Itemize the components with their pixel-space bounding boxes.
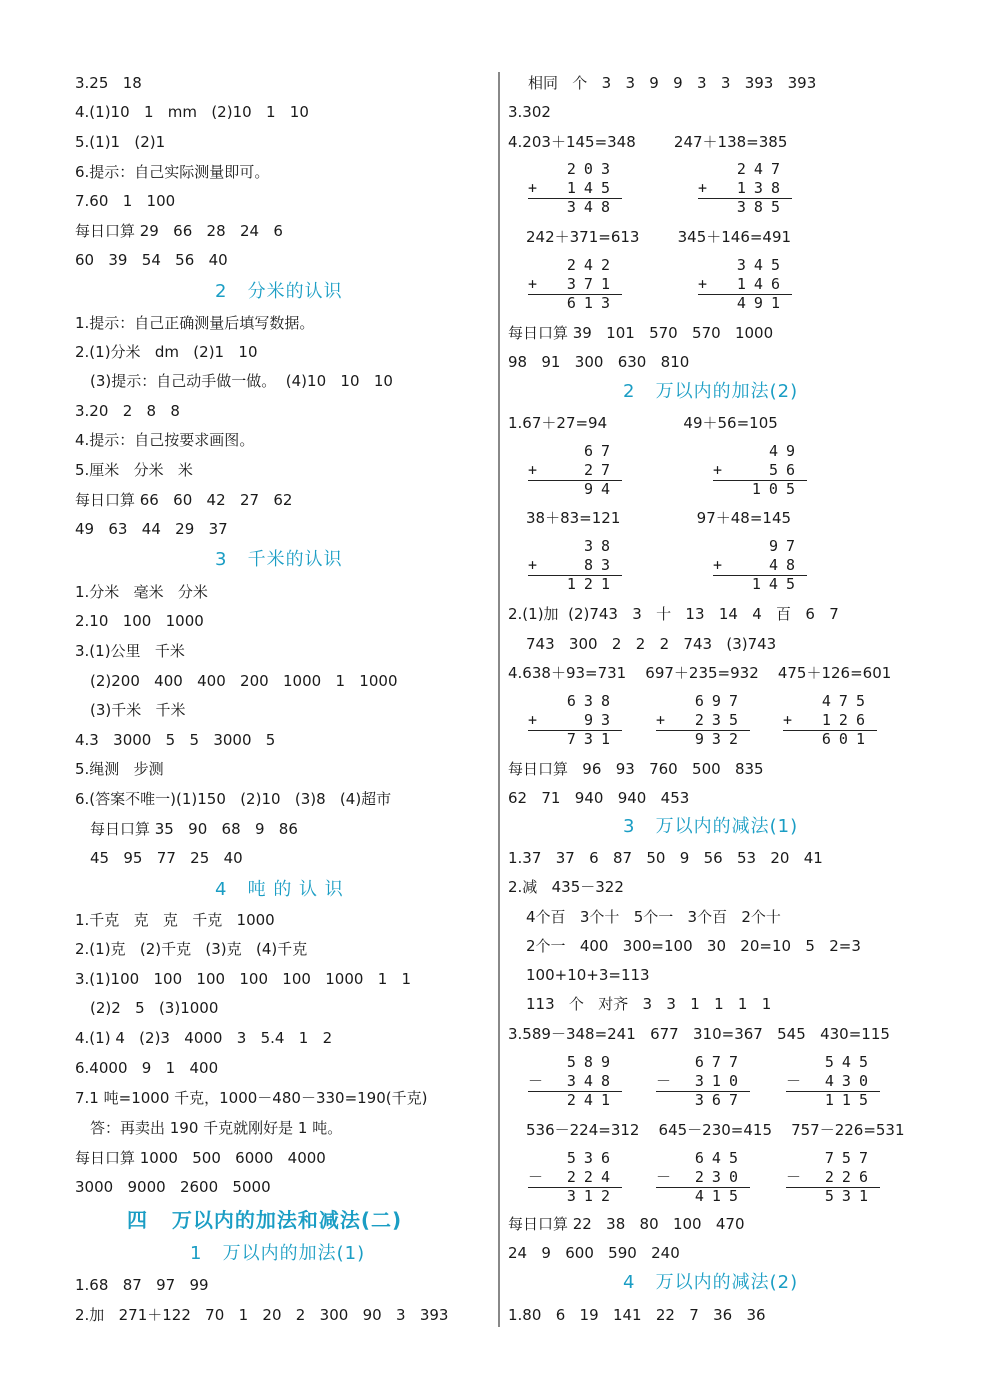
answer-line: 4个百 3个十 5个一 3个百 2个十 <box>526 908 781 926</box>
bottom-operand <box>528 711 618 730</box>
digits: 371 <box>566 275 618 293</box>
digits: 226 <box>824 1168 876 1186</box>
operator-sign: + <box>713 461 723 479</box>
top-operand <box>786 1053 876 1072</box>
answer-line: 38＋83=121 97＋48=145 <box>526 509 792 527</box>
column-divider <box>498 72 500 1327</box>
bottom-operand <box>528 275 618 294</box>
digits: 385 <box>736 198 788 216</box>
digits: 56 <box>768 461 803 479</box>
answer-line: 6.提示：自己实际测量即可。 <box>75 163 270 181</box>
bottom-operand <box>656 1072 746 1091</box>
digits: 93 <box>583 711 618 729</box>
digits: 67 <box>583 442 618 460</box>
digits: 242 <box>566 256 618 274</box>
daily-calc-line: 每日口算 39 101 570 570 1000 <box>508 324 774 342</box>
bottom-operand <box>698 275 788 294</box>
vertical-calculation <box>698 160 788 217</box>
answer-line: 1.68 87 97 99 <box>75 1276 209 1294</box>
digits: 757 <box>824 1149 876 1167</box>
answer-line: 1.37 37 6 87 50 9 56 53 20 41 <box>508 849 823 867</box>
operator-sign: － <box>786 1072 802 1090</box>
top-operand <box>528 256 618 275</box>
top-operand <box>528 692 618 711</box>
answer-line: 6.4000 9 1 400 <box>75 1059 219 1077</box>
digits: 94 <box>583 480 618 498</box>
section-heading: 3 千米的认识 <box>215 549 343 570</box>
bottom-operand <box>656 711 746 730</box>
vertical-calculation <box>528 692 618 749</box>
top-operand <box>698 160 788 179</box>
digits: 536 <box>566 1149 618 1167</box>
vertical-calculation <box>713 442 803 499</box>
answer-line: 4.(1)10 1 mm (2)10 1 10 <box>75 103 309 121</box>
operator-sign: + <box>528 556 538 574</box>
answer-line: 3.25 18 <box>75 74 142 92</box>
result <box>713 480 803 499</box>
answer-line: (3)提示：自己动手做一做。 (4)10 10 10 <box>90 372 393 390</box>
digits: 38 <box>583 537 618 555</box>
top-operand <box>783 692 873 711</box>
digits: 115 <box>824 1091 876 1109</box>
digits: 145 <box>751 575 803 593</box>
digits: 146 <box>736 275 788 293</box>
answer-line: 5.(1)1 (2)1 <box>75 133 166 151</box>
answer-line: 1.67＋27=94 49＋56=105 <box>508 414 778 432</box>
answer-line: 4.638＋93=731 697＋235=932 475＋126=601 <box>508 664 892 682</box>
answer-line: 113 个 对齐 3 3 1 1 1 1 <box>526 995 772 1013</box>
digits: 247 <box>736 160 788 178</box>
bottom-operand <box>528 556 618 575</box>
digits: 145 <box>566 179 618 197</box>
vertical-calculation <box>698 256 788 313</box>
vertical-calculation <box>713 537 803 594</box>
section-heading: 2 万以内的加法(2) <box>623 381 799 402</box>
section-heading: 4 吨 的 认 识 <box>215 879 344 900</box>
result <box>698 198 788 217</box>
daily-calc-line: 24 9 600 590 240 <box>508 1244 680 1262</box>
digits: 203 <box>566 160 618 178</box>
bottom-operand <box>656 1168 746 1187</box>
answer-line: 4.203＋145=348 247＋138=385 <box>508 133 788 151</box>
digits: 430 <box>824 1072 876 1090</box>
daily-calc-line: 每日口算 66 60 42 27 62 <box>75 491 293 509</box>
answer-line: 1.提示：自己正确测量后填写数据。 <box>75 314 315 332</box>
vertical-calculation <box>656 1149 746 1206</box>
digits: 224 <box>566 1168 618 1186</box>
operator-sign: + <box>698 275 708 293</box>
digits: 235 <box>694 711 746 729</box>
top-operand <box>698 256 788 275</box>
result <box>528 575 618 594</box>
digits: 475 <box>821 692 873 710</box>
result <box>528 730 618 749</box>
answer-line: 3.20 2 8 8 <box>75 402 180 420</box>
digits: 367 <box>694 1091 746 1109</box>
answer-line: 1.80 6 19 141 22 7 36 36 <box>508 1306 766 1324</box>
result <box>528 480 618 499</box>
daily-calc-line: 3000 9000 2600 5000 <box>75 1178 271 1196</box>
bottom-operand <box>528 179 618 198</box>
result <box>698 294 788 313</box>
result <box>713 575 803 594</box>
digits: 312 <box>566 1187 618 1205</box>
answer-line: 536－224=312 645－230=415 757－226=531 <box>526 1121 905 1139</box>
operator-sign: － <box>656 1168 672 1186</box>
section-heading: 1 万以内的加法(1) <box>190 1243 366 1264</box>
answer-line: 3.302 <box>508 103 551 121</box>
top-operand <box>528 160 618 179</box>
daily-calc-line: 60 39 54 56 40 <box>75 251 228 269</box>
operator-sign: － <box>786 1168 802 1186</box>
vertical-calculation <box>656 692 746 749</box>
digits: 48 <box>768 556 803 574</box>
digits: 645 <box>694 1149 746 1167</box>
chapter-heading: 四 万以内的加法和减法(二) <box>127 1208 403 1232</box>
top-operand <box>656 1149 746 1168</box>
vertical-calculation <box>656 1053 746 1110</box>
digits: 601 <box>821 730 873 748</box>
digits: 83 <box>583 556 618 574</box>
result <box>783 730 873 749</box>
operator-sign: + <box>783 711 793 729</box>
digits: 49 <box>768 442 803 460</box>
answer-line: 3.589－348=241 677 310=367 545 430=115 <box>508 1025 890 1043</box>
digits: 105 <box>751 480 803 498</box>
digits: 345 <box>736 256 788 274</box>
bottom-operand <box>528 1072 618 1091</box>
result <box>656 730 746 749</box>
bottom-operand <box>528 461 618 480</box>
answer-line: 3.(1)公里 千米 <box>75 642 185 660</box>
digits: 126 <box>821 711 873 729</box>
answer-line: 4.3 3000 5 5 3000 5 <box>75 731 276 749</box>
top-operand <box>786 1149 876 1168</box>
operator-sign: － <box>528 1168 544 1186</box>
answer-line: 7.60 1 100 <box>75 192 176 210</box>
daily-calc-line: 每日口算 22 38 80 100 470 <box>508 1215 745 1233</box>
answer-line: 1.千克 克 克 千克 1000 <box>75 911 275 929</box>
operator-sign: + <box>698 179 708 197</box>
daily-calc-line: 45 95 77 25 40 <box>90 849 243 867</box>
vertical-calculation <box>528 1053 618 1110</box>
digits: 613 <box>566 294 618 312</box>
operator-sign: + <box>713 556 723 574</box>
section-heading: 2 分米的认识 <box>215 281 343 302</box>
vertical-calculation <box>786 1053 876 1110</box>
answer-line: 7.1 吨=1000 千克，1000－480－330=190(千克) <box>75 1089 428 1107</box>
answer-line: (3)千米 千米 <box>90 701 186 719</box>
vertical-calculation <box>528 256 618 313</box>
result <box>528 294 618 313</box>
vertical-calculation <box>783 692 873 749</box>
result <box>528 1091 618 1110</box>
answer-line: 743 300 2 2 2 743 (3)743 <box>526 635 777 653</box>
vertical-calculation <box>528 160 618 217</box>
answer-line: 相同 个 3 3 9 9 3 3 393 393 <box>528 74 817 92</box>
answer-line: 2.10 100 1000 <box>75 612 204 630</box>
digits: 348 <box>566 1072 618 1090</box>
digits: 677 <box>694 1053 746 1071</box>
daily-calc-line: 62 71 940 940 453 <box>508 789 690 807</box>
operator-sign: + <box>528 275 538 293</box>
daily-calc-line: 每日口算 29 66 28 24 6 <box>75 222 283 240</box>
digits: 241 <box>566 1091 618 1109</box>
bottom-operand <box>698 179 788 198</box>
daily-calc-line: 98 91 300 630 810 <box>508 353 690 371</box>
answer-line: 5.绳测 步测 <box>75 760 164 778</box>
daily-calc-line: 每日口算 1000 500 6000 4000 <box>75 1149 326 1167</box>
vertical-calculation <box>528 1149 618 1206</box>
bottom-operand <box>783 711 873 730</box>
top-operand <box>528 537 618 556</box>
vertical-calculation <box>528 442 618 499</box>
vertical-calculation <box>786 1149 876 1206</box>
answer-line: 100+10+3=113 <box>526 966 650 984</box>
top-operand <box>713 442 803 461</box>
operator-sign: + <box>528 711 538 729</box>
section-heading: 4 万以内的减法(2) <box>623 1272 799 1293</box>
vertical-calculation <box>528 537 618 594</box>
bottom-operand <box>786 1072 876 1091</box>
answer-line: 5.厘米 分米 米 <box>75 461 193 479</box>
answer-line: (2)2 5 (3)1000 <box>90 999 219 1017</box>
answer-line: 4.(1) 4 (2)3 4000 3 5.4 1 2 <box>75 1029 333 1047</box>
bottom-operand <box>528 1168 618 1187</box>
answer-line: 2.(1)加 (2)743 3 十 13 14 4 百 6 7 <box>508 605 839 623</box>
answer-line: 2.减 435－322 <box>508 878 624 896</box>
digits: 348 <box>566 198 618 216</box>
digits: 121 <box>566 575 618 593</box>
top-operand <box>713 537 803 556</box>
bottom-operand <box>713 461 803 480</box>
daily-calc-line: 49 63 44 29 37 <box>75 520 228 538</box>
digits: 138 <box>736 179 788 197</box>
top-operand <box>656 692 746 711</box>
digits: 415 <box>694 1187 746 1205</box>
top-operand <box>528 1053 618 1072</box>
result <box>786 1187 876 1206</box>
answer-line: 6.(答案不唯一)(1)150 (2)10 (3)8 (4)超市 <box>75 790 392 808</box>
answer-line: 2.加 271＋122 70 1 20 2 300 90 3 393 <box>75 1306 449 1324</box>
daily-calc-line: 每日口算 96 93 760 500 835 <box>508 760 764 778</box>
digits: 27 <box>583 461 618 479</box>
bottom-operand <box>786 1168 876 1187</box>
digits: 97 <box>768 537 803 555</box>
digits: 545 <box>824 1053 876 1071</box>
digits: 697 <box>694 692 746 710</box>
operator-sign: + <box>528 461 538 479</box>
digits: 230 <box>694 1168 746 1186</box>
answer-line: 4.提示：自己按要求画图。 <box>75 431 255 449</box>
digits: 589 <box>566 1053 618 1071</box>
answer-line: 1.分米 毫米 分米 <box>75 583 208 601</box>
top-operand <box>656 1053 746 1072</box>
answer-line: 242＋371=613 345＋146=491 <box>526 228 792 246</box>
digits: 531 <box>824 1187 876 1205</box>
digits: 491 <box>736 294 788 312</box>
section-heading: 3 万以内的减法(1) <box>623 816 799 837</box>
result <box>528 1187 618 1206</box>
daily-calc-line: 每日口算 35 90 68 9 86 <box>90 820 298 838</box>
result <box>786 1091 876 1110</box>
result <box>656 1091 746 1110</box>
operator-sign: + <box>656 711 666 729</box>
digits: 310 <box>694 1072 746 1090</box>
operator-sign: － <box>656 1072 672 1090</box>
result <box>528 198 618 217</box>
top-operand <box>528 1149 618 1168</box>
answer-line: (2)200 400 400 200 1000 1 1000 <box>90 672 398 690</box>
result <box>656 1187 746 1206</box>
bottom-operand <box>713 556 803 575</box>
operator-sign: － <box>528 1072 544 1090</box>
answer-line: 2.(1)分米 dm (2)1 10 <box>75 343 258 361</box>
answer-line: 2.(1)克 (2)千克 (3)克 (4)千克 <box>75 940 308 958</box>
top-operand <box>528 442 618 461</box>
digits: 638 <box>566 692 618 710</box>
digits: 932 <box>694 730 746 748</box>
answer-line: 3.(1)100 100 100 100 100 1000 1 1 <box>75 970 412 988</box>
digits: 731 <box>566 730 618 748</box>
answer-line: 答：再卖出 190 千克就刚好是 1 吨。 <box>90 1119 343 1137</box>
operator-sign: + <box>528 179 538 197</box>
answer-line: 2个一 400 300=100 30 20=10 5 2=3 <box>526 937 861 955</box>
